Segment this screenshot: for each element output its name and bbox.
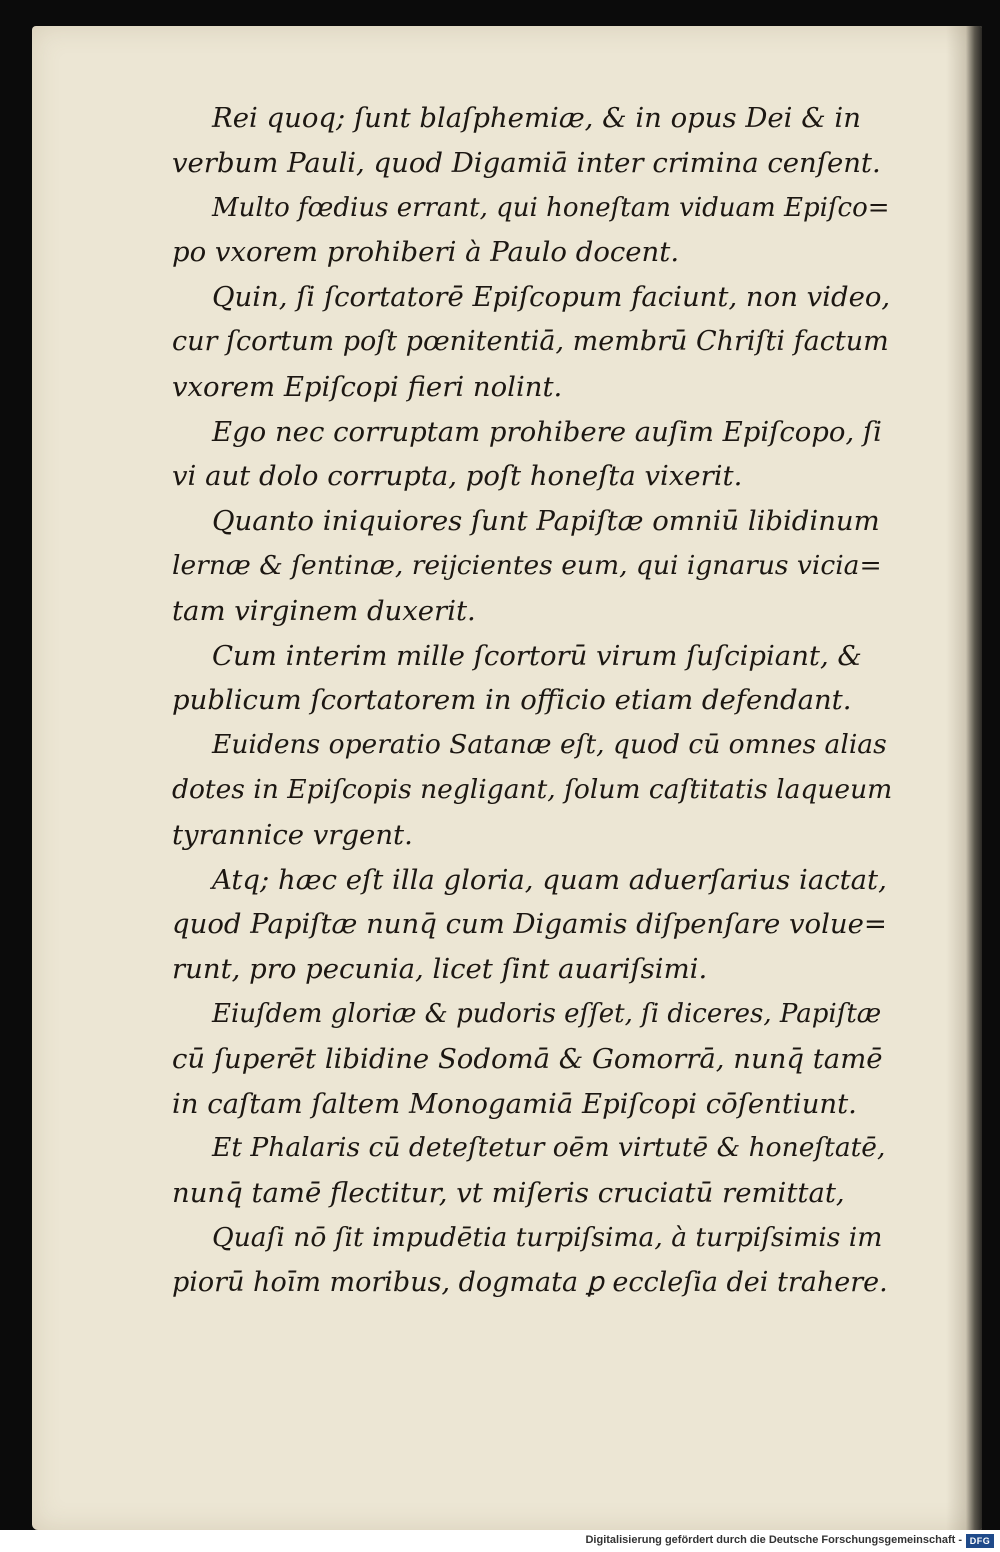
text-line: verbum Pauli, quod Digamiā inter crimina cenſent.	[172, 146, 881, 179]
text-line: piorū hoīm moribus, dogmata ꝑ eccleſia dei trahere.	[172, 1266, 888, 1298]
paragraph	[172, 723, 892, 857]
book-page	[32, 26, 982, 1530]
text-line: vxorem Epiſcopi fieri nolint.	[172, 370, 563, 403]
funding-credit: Digitalisierung gefördert durch die Deutsche Forschungsgemeinschaft -	[585, 1534, 962, 1546]
text-line: Et Phalaris cū deteſtetur oēm virtutē & honeſtatē,	[212, 1132, 886, 1164]
text-line: lernæ & ſentinæ, reijcientes eum, qui ignarus vicia=	[172, 549, 882, 581]
paragraph	[172, 634, 892, 724]
footer-bar	[0, 1530, 1000, 1552]
text-line: cur ſcortum poſt pœnitentiā, membrū Chriſti factum	[172, 325, 889, 357]
page-text	[172, 96, 892, 1306]
paragraph	[172, 499, 892, 633]
text-line: Quanto iniquiores ſunt Papiſtæ omniū libidinum	[212, 505, 880, 538]
text-line: Rei quoq; ſunt blaſphemiæ, & in opus Dei & in	[212, 102, 861, 134]
text-line: Quaſi nō ſit impudētia turpiſsima, à turpiſsimis im	[212, 1221, 883, 1253]
paragraph	[172, 992, 892, 1126]
text-line: publicum ſcortatorem in officio etiam defendant.	[172, 684, 852, 717]
paragraph	[172, 1216, 892, 1306]
text-line: Eiuſdem gloriæ & pudoris eſſet, ſi diceres, Papiſtæ	[212, 998, 882, 1029]
paragraph	[172, 858, 892, 992]
text-line: Ego nec corruptam prohibere auſim Epiſcopo, ſi	[212, 415, 882, 448]
paragraph	[172, 275, 892, 409]
text-line: Quin, ſi ſcortatorē Epiſcopum faciunt, non video,	[212, 281, 891, 314]
paragraph	[172, 1126, 892, 1216]
text-line: tam virginem duxerit.	[172, 594, 476, 627]
paragraph	[172, 186, 892, 276]
paragraph	[172, 410, 892, 500]
text-line: cū ſuperēt libidine Sodomā & Gomorrā, nunq̄ tamē	[172, 1042, 883, 1075]
dfg-logo: DFG	[966, 1534, 994, 1548]
text-line: nunq̄ tamē flectitur, vt miſeris cruciatū remittat,	[172, 1177, 845, 1210]
text-line: quod Papiſtæ nunq̄ cum Digamis diſpenſare volue=	[172, 908, 887, 941]
text-line: tyrannice vrgent.	[172, 818, 413, 851]
text-line: Euidens operatio Satanæ eſt, quod cū omnes alias	[212, 729, 887, 761]
text-line: in caſtam ſaltem Monogamiā Epiſcopi cōſentiunt.	[172, 1087, 857, 1120]
paragraph	[172, 96, 892, 186]
text-line: Cum interim mille ſcortorū virum ſuſcipiant, &	[212, 639, 862, 672]
text-line: Atq; hæc eſt illa gloria, quam aduerſarius iactat,	[212, 863, 887, 896]
text-line: Multo fœdius errant, qui honeſtam viduam Epiſco=	[212, 192, 890, 223]
text-line: vi aut dolo corrupta, poſt honeſta vixerit.	[172, 460, 743, 493]
text-line: po vxorem prohiberi à Paulo docent.	[172, 236, 680, 269]
text-line: runt, pro pecunia, licet ſint auariſsimi.	[172, 953, 708, 986]
page-spine-shadow	[946, 26, 982, 1530]
text-line: dotes in Epiſcopis negligant, ſolum caſtitatis laqueum	[172, 773, 893, 805]
